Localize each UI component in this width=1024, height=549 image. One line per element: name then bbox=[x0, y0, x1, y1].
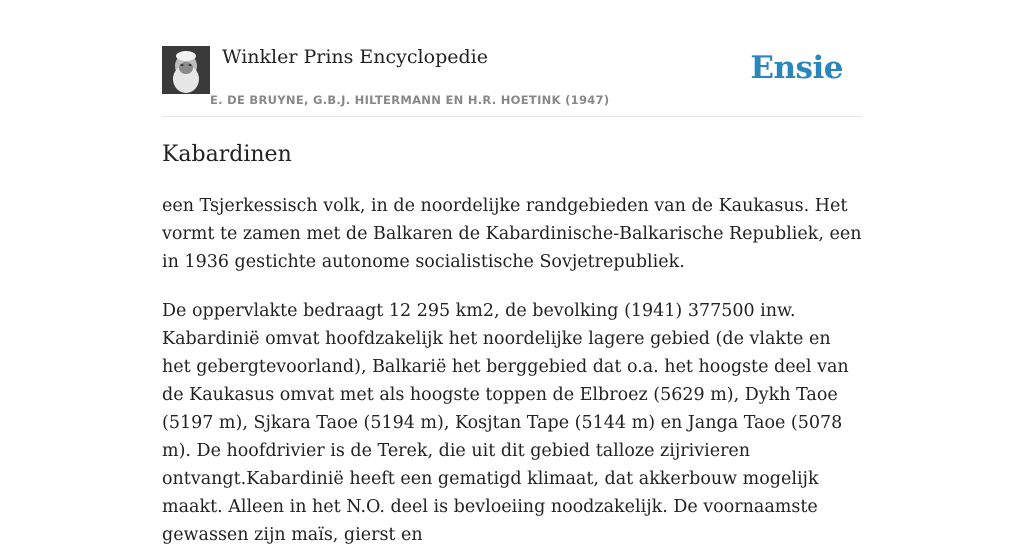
ensie-logo[interactable]: Ensie bbox=[750, 50, 843, 86]
source-header bbox=[162, 46, 862, 117]
article-paragraph: een Tsjerkessisch volk, in de noordelijke randgebieden van de Kaukasus. Het vormt te zamen met de Balkaren de Kabardinische-Balkarische Republiek, een in 1936 gestichte autonome socialistische Sovjetrepubliek. bbox=[162, 196, 862, 272]
article-title: Kabardinen bbox=[162, 142, 292, 167]
source-title[interactable]: Winkler Prins Encyclopedie bbox=[222, 46, 488, 68]
author-avatar bbox=[162, 46, 210, 94]
article-paragraph: De oppervlakte bedraagt 12 295 km2, de bevolking (1941) 377500 inw. Kabardinië omvat hoofdzakelijk het noordelijke lagere gebied (de vlakte en het gebergtevoorland), Balkarië het berggebied dat o.a. het hoogste deel van de Kaukasus omvat met als hoogste toppen de Elbroez (5629 m), Dykh Taoe (5197 m), Sjkara Taoe (5194 m), Kosjtan Tape (5144 m) en Janga Taoe (5078 m). De hoofdrivier is de Terek, die uit dit gebied talloze zijrivieren ontvangt.Kabardinië heeft een gematigd klimaat, dat akkerbouw mogelijk maakt. Alleen in het N.O. deel is bevloeiing noodzakelijk. De voornaamste gewassen zijn maïs, gierst en bbox=[162, 301, 849, 545]
source-authors: E. DE BRUYNE, G.B.J. HILTERMANN EN H.R. HOETINK (1947) bbox=[210, 93, 610, 107]
article bbox=[162, 139, 862, 549]
author-portrait-icon bbox=[162, 46, 210, 94]
